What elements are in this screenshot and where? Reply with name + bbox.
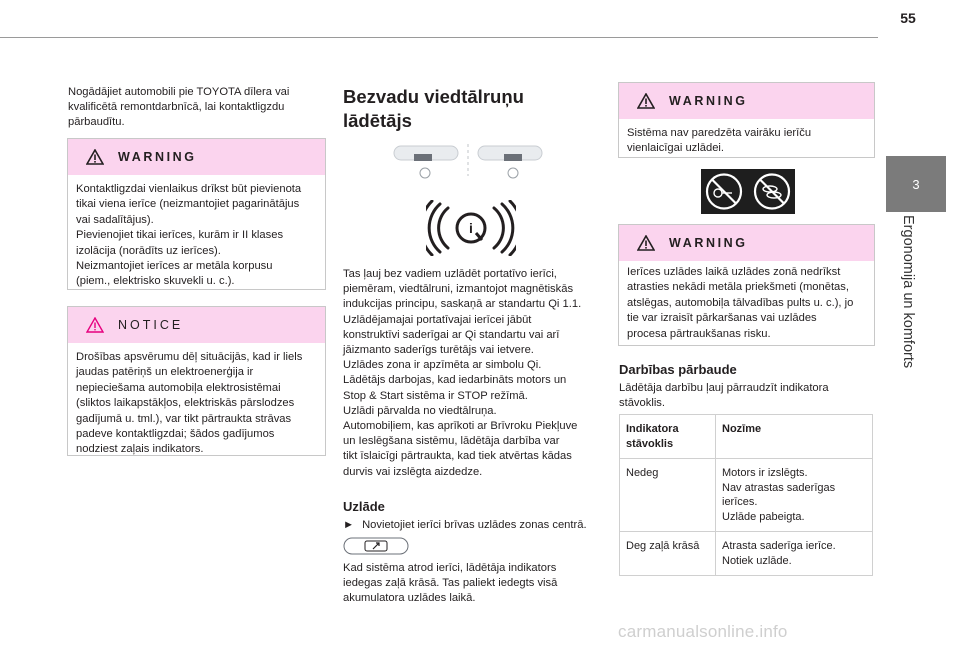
header-rule — [0, 37, 878, 38]
warning-text: Sistēma nav paredzēta vairāku ierīču vienlaicīgai uzlādei. — [627, 127, 812, 155]
warning-box-metal-objects — [618, 224, 875, 346]
table-header-cell: Indikatora stāvoklis — [620, 415, 716, 459]
charging-step — [343, 518, 613, 533]
notice-header — [68, 307, 325, 343]
warning-header — [68, 139, 325, 175]
notice-title: NOTICE — [118, 318, 184, 332]
intro-text: Nogādājiet automobili pie TOYOTA dīlera vai kvalificētā remontdarbnīcā, lai kontaktligzdu pārbaudītu. — [68, 86, 290, 129]
no-metal-objects-icon — [701, 169, 795, 214]
warning-header — [619, 83, 874, 119]
charger-indicator-icon — [343, 537, 409, 555]
chapter-tab[interactable] — [886, 156, 946, 212]
wireless-charger-description: Tas ļauj bez vadiem uzlādēt portatīvo ierīci, piemēram, viedtālruni, izmantojot magnētiskās indukcijas principu, saskaņā ar standartu Qi 1.1. Uzlādējamajai portatīvajai ierīcei jābūt konstruktīvi saderīgai ar Qi standartu vai arī jāizmanto saderīgs turētājs vai ietvere. Uzlādes zona ir apzīmēta ar simbolu Qi. Lādētājs darbojas, kad iedarbināts motors un Stop & Start sistēma ir STOP režīmā. Uzlādi pārvalda no viedtālruņa. Automobiļiem, kas aprīkoti ar Brīvroku Piekļuve un Ieslēgšana sistēmu, lādētāja darbība var tikt īslaicīgi pārtraukta, kad tiek atvērtas kādas durvis vai izslēgta aizdedze. — [343, 268, 582, 478]
table-cell: Nedeg — [620, 459, 716, 532]
bullet-arrow-icon: ► — [343, 519, 355, 531]
warning-box-multiple-devices — [618, 82, 875, 158]
watermark: carmanualsonline.info — [618, 622, 788, 641]
table-row — [620, 459, 873, 532]
notice-text: Drošības apsvērumu dēļ situācijās, kad ir liels jaudas patēriņš un elektroenerģija ir nepieciešama automobiļa elektrosistēmai (sliktos laikapstākļos, elektriskās pārslodzes gadījumā u. tml.), var tikt pārtraukta strāvas padeve kontaktligzdai; šādos gadījumos nodziest zaļais indikators. — [76, 351, 303, 456]
notice-triangle-icon — [86, 317, 104, 333]
warning-triangle-icon — [86, 149, 104, 165]
table-header-cell: Nozīme — [716, 415, 873, 459]
table-row — [620, 532, 873, 576]
warning-title: WARNING — [118, 150, 197, 164]
charging-step-text: Novietojiet ierīci brīvas uzlādes zonas centrā. — [362, 519, 587, 531]
qi-wireless-icon — [426, 200, 516, 256]
section-heading-wireless-charger: Bezvadu viedtālruņu lādētājs — [343, 86, 524, 131]
table-cell: Motors ir izslēgts. Nav atrastas saderīgas ierīces. Uzlāde pabeigta. — [716, 459, 873, 532]
notice-box — [67, 306, 326, 456]
charging-subheading: Uzlāde — [343, 499, 385, 514]
table-cell: Atrasta saderīga ierīce. Notiek uzlāde. — [716, 532, 873, 576]
warning-text: Kontaktligzdai vienlaikus drīkst būt pievienota tikai viena ierīce (neizmantojiet pagarinātājus vai sadalītājus). Pievienojiet tikai ierīces, kurām ir II klases izolācija (norādīts uz ierīces). Neizmantojiet ierīces ar metāla korpusu (piem., elektrisko skuvekli u. c.). — [76, 183, 302, 288]
warning-text: Ierīces uzlādes laikā uzlādes zonā nedrīkst atrasties nekādi metāla priekšmeti (monētas, atslēgas, automobiļa tālvadības pults u. c.), jo tie var izraisīt pārkaršanas vai uzlādes procesa pārtraukšanas risku. — [627, 266, 854, 340]
operation-check-intro: Lādētāja darbību ļauj pārraudzīt indikatora stāvoklis. — [619, 382, 829, 410]
warning-title: WARNING — [669, 94, 748, 108]
warning-header — [619, 225, 874, 261]
dashboard-charger-illustration — [392, 142, 544, 180]
indicator-status-table — [619, 414, 873, 576]
chapter-number: 3 — [912, 176, 920, 192]
page-number: 55 — [900, 10, 916, 26]
warning-triangle-icon — [637, 235, 655, 251]
chapter-title: Ergonomija un komforts — [900, 215, 916, 369]
table-header-row — [620, 415, 873, 459]
operation-check-heading: Darbības pārbaude — [619, 362, 737, 377]
svg-text:i: i — [469, 220, 473, 236]
charging-indicator-text: Kad sistēma atrod ierīci, lādētāja indikators iedegas zaļā krāsā. Tas paliekt iedegts visā akumulatora uzlādes laikā. — [343, 562, 558, 605]
warning-box-outlets — [67, 138, 326, 290]
warning-triangle-icon — [637, 93, 655, 109]
table-cell: Deg zaļā krāsā — [620, 532, 716, 576]
warning-title: WARNING — [669, 236, 748, 250]
